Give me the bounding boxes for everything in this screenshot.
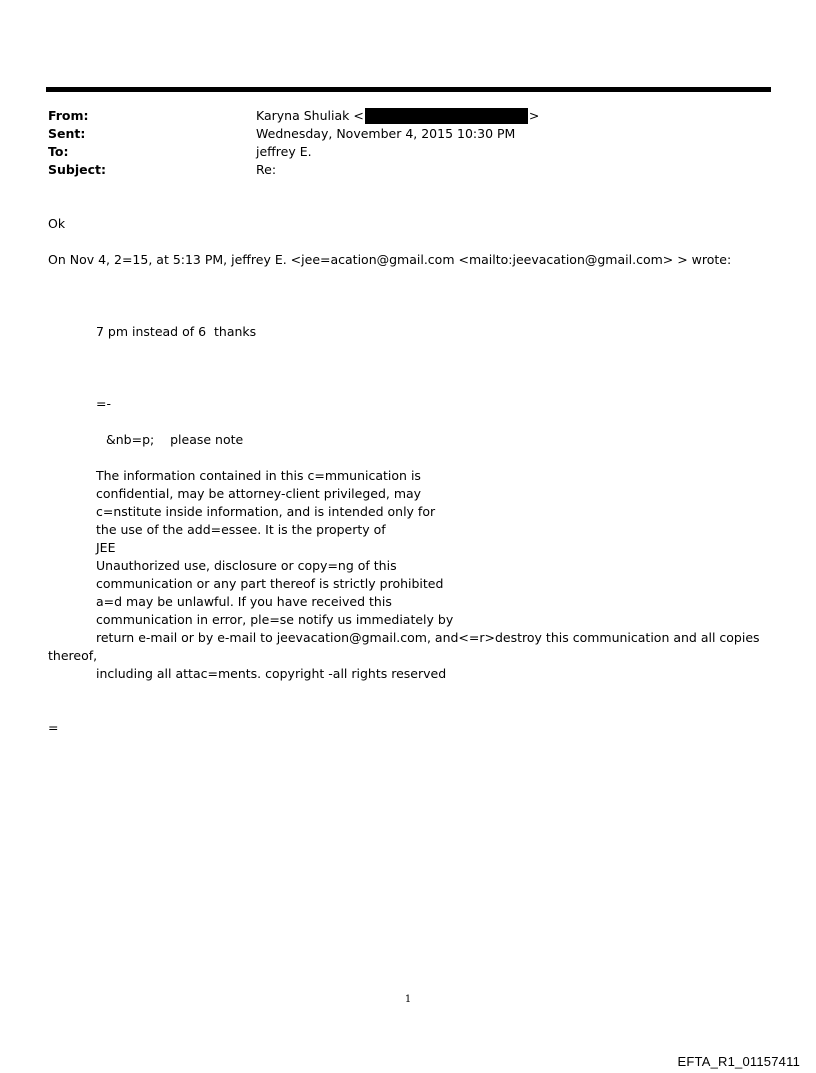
disclaimer-line: communication or any part thereof is strictly prohibited: [96, 576, 444, 591]
disclaimer-line: JEE: [96, 540, 116, 555]
disclaimer-line: c=nstitute inside information, and is intended only for: [96, 504, 436, 519]
trailing-text: =: [48, 720, 59, 735]
to-value: jeffrey E.: [256, 144, 312, 159]
email-header: [48, 107, 768, 179]
quoted-message: 7 pm instead of 6 thanks: [96, 324, 257, 339]
disclaimer-line: The information contained in this c=mmunication is: [96, 468, 421, 483]
disclaimer-line: confidential, may be attorney-client privileged, may: [96, 486, 422, 501]
subject-label: Subject:: [48, 162, 106, 177]
disclaimer-line: return e-mail or by e-mail to jeevacation@gmail.com, and<=r>destroy this communication and all copies: [96, 630, 760, 645]
sent-row: [48, 125, 768, 143]
sent-value: Wednesday, November 4, 2015 10:30 PM: [256, 126, 516, 141]
from-close: >: [528, 108, 540, 123]
email-body: [48, 215, 768, 737]
disclaimer-line: the use of the add=essee. It is the property of: [96, 522, 386, 537]
disclaimer-line: a=d may be unlawful. If you have received this: [96, 594, 392, 609]
from-label: From:: [48, 108, 89, 123]
disclaimer-line: Unauthorized use, disclosure or copy=ng of this: [96, 558, 397, 573]
sent-label: Sent:: [48, 126, 86, 141]
subject-value: Re:: [256, 162, 277, 177]
from-row: [48, 107, 768, 125]
wrapped-line: thereof,: [48, 648, 98, 663]
quote-intro: On Nov 4, 2=15, at 5:13 PM, jeffrey E. <jee=acation@gmail.com <mailto:jeevacation@gmail.com> > wrote:: [48, 252, 732, 267]
to-row: [48, 143, 768, 161]
from-value: [256, 107, 539, 125]
to-label: To:: [48, 144, 69, 159]
note-text: &nb=p; please note: [106, 432, 244, 447]
from-name: Karyna Shuliak <: [256, 108, 364, 123]
document-id: EFTA_R1_01157411: [677, 1054, 800, 1069]
redaction-block: [365, 108, 528, 124]
disclaimer-final-line: including all attac=ments. copyright -all rights reserved: [96, 666, 447, 681]
subject-row: [48, 161, 768, 179]
separator-text: =-: [96, 396, 111, 411]
reply-text: Ok: [48, 216, 66, 231]
disclaimer-line: communication in error, ple=se notify us immediately by: [96, 612, 454, 627]
header-rule: [46, 87, 771, 92]
page-number: 1: [404, 994, 412, 1005]
